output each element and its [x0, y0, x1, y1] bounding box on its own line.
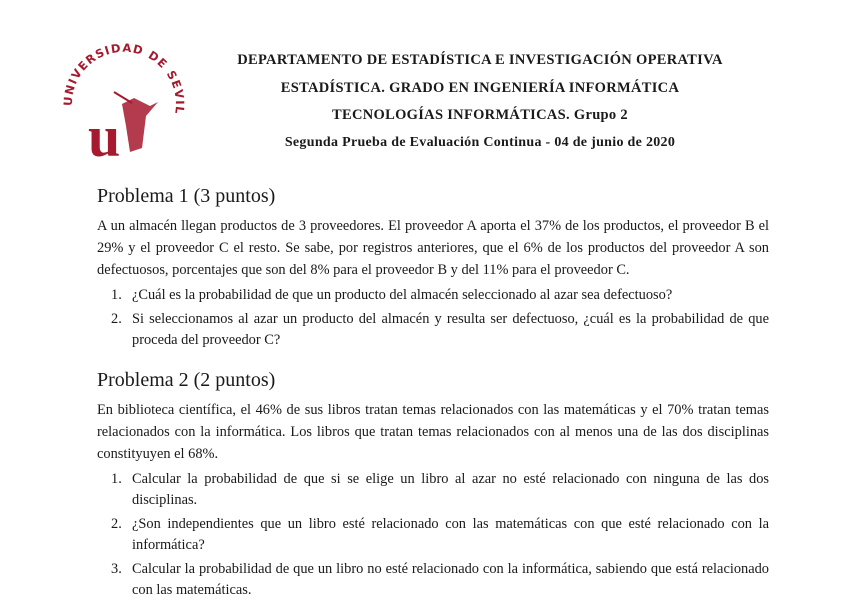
problem-2-title: Problema 2 (2 puntos)	[97, 369, 276, 391]
svg-text:UNIVERSIDAD DE SEVILLA: UNIVERSIDAD DE SEVIL	[60, 40, 188, 116]
svg-text:u: u	[88, 104, 121, 165]
problem-2-item-2	[111, 514, 769, 556]
item-number: 3.	[111, 561, 122, 577]
exam-content	[97, 184, 769, 604]
item-number: 2.	[111, 311, 122, 327]
item-text: Calcular la probabilidad de que si se elige un libro al azar no esté relacionado con ninguna de las dos disciplinas.	[132, 471, 769, 508]
problem-2-statement: En biblioteca científica, el 46% de sus libros tratan temas relacionados con las matemáticas y el 70% tratan temas relacionados con la informática. Los libros que tratan temas relacionados con al menos una de las dos disciplinas constityuyen el 68%.	[97, 402, 769, 462]
item-text: Calcular la probabilidad de que un libro no esté relacionado con la informática, sabiendo que está relacionado con las matemáticas.	[132, 561, 769, 598]
item-text: ¿Son independientes que un libro esté relacionado con las matemáticas con que esté relacionado con la informática?	[132, 516, 769, 553]
problem-1-item-1	[111, 285, 769, 306]
item-number: 2.	[111, 516, 122, 532]
degree-heading: ESTADÍSTICA. GRADO EN INGENIERÍA INFORMÁTICA	[280, 80, 680, 96]
department-heading: DEPARTAMENTO DE ESTADÍSTICA E INVESTIGACIÓN OPERATIVA	[237, 52, 723, 68]
item-text: Si seleccionamos al azar un producto del almacén y resulta ser defectuoso, ¿cuál es la probabilidad de que proceda del proveedor C?	[132, 311, 769, 348]
problem-2-item-1	[111, 469, 769, 511]
exam-heading: Segunda Prueba de Evaluación Continua - 04 de junio de 2020	[284, 135, 676, 150]
item-text: ¿Cuál es la probabilidad de que un producto del almacén seleccionado al azar sea defectuoso?	[132, 287, 673, 303]
group-heading: TECNOLOGÍAS INFORMÁTICAS. Grupo 2	[332, 107, 628, 123]
item-number: 1.	[111, 471, 122, 487]
problem-1-item-2	[111, 309, 769, 351]
problem-1-title: Problema 1 (3 puntos)	[97, 185, 276, 207]
problem-1-statement: A un almacén llegan productos de 3 proveedores. El proveedor A aporta el 37% de los productos, el proveedor B el 29% y el proveedor C el resto. Se sabe, por registros anteriores, que el 6% de los productos del proveedor A son defectuosos, porcentajes que son del 8% para el proveedor B y del 11% para el proveedor C.	[97, 218, 769, 278]
university-logo	[58, 40, 188, 165]
section-spacer	[97, 354, 769, 368]
problem-2-item-3	[111, 559, 769, 601]
item-number: 1.	[111, 287, 122, 303]
